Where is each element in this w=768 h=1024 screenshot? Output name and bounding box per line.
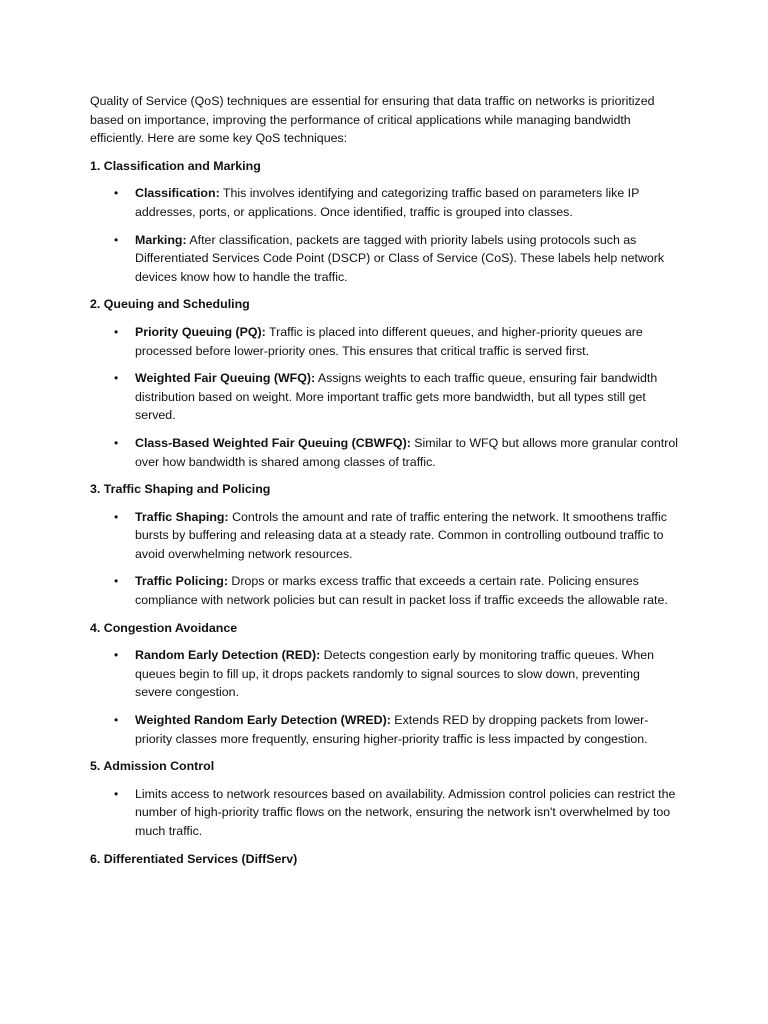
- item-term: Traffic Policing:: [135, 574, 228, 589]
- bullet-icon: •: [114, 435, 119, 450]
- bullet-icon: •: [114, 509, 119, 524]
- list-item: [90, 323, 680, 360]
- item-description: Similar to WFQ but allows more granular control over how bandwidth is shared among classes of traffic.: [135, 435, 679, 469]
- bullet-list: [90, 508, 680, 610]
- section-heading: 1. Classification and Marking: [90, 158, 261, 173]
- bullet-list: [90, 323, 680, 471]
- list-item: [90, 785, 680, 841]
- item-description: Limits access to network resources based on availability. Admission control policies can restrict the number of high-priority traffic flows on the network, ensuring the network isn't overwhelmed by too much traffic.: [135, 786, 676, 838]
- bullet-list: [90, 785, 680, 841]
- intro-paragraph: Quality of Service (QoS) techniques are essential for ensuring that data traffic on networks is prioritized based on importance, improving the performance of critical applications while managing bandwidth efficiently. Here are some key QoS techniques:: [90, 94, 655, 146]
- section-heading: 3. Traffic Shaping and Policing: [90, 482, 271, 497]
- list-item: [90, 646, 680, 702]
- item-term: Priority Queuing (PQ):: [135, 324, 266, 339]
- item-description: Assigns weights to each traffic queue, ensuring fair bandwidth distribution based on weight. More important traffic gets more bandwidth, but all types still get served.: [135, 371, 658, 423]
- item-description: Traffic is placed into different queues, and higher-priority queues are processed before lower-priority ones. This ensures that critical traffic is served first.: [135, 324, 643, 358]
- section-heading: 2. Queuing and Scheduling: [90, 297, 250, 312]
- list-item: [90, 711, 680, 748]
- document-body: [90, 92, 680, 877]
- list-item: [90, 231, 680, 287]
- bullet-list: [90, 184, 680, 286]
- item-description: Detects congestion early by monitoring traffic queues. When queues begin to fill up, it drops packets randomly to signal sources to slow down, preventing severe congestion.: [135, 648, 655, 700]
- bullet-icon: •: [114, 574, 119, 589]
- list-item: [90, 572, 680, 609]
- section-heading: 5. Admission Control: [90, 759, 215, 774]
- bullet-icon: •: [114, 371, 119, 386]
- item-term: Weighted Fair Queuing (WFQ):: [135, 371, 316, 386]
- item-term: Random Early Detection (RED):: [135, 648, 321, 663]
- item-description: Extends RED by dropping packets from lower-priority classes more frequently, ensuring higher-priority traffic is less impacted by congestion.: [135, 713, 649, 746]
- list-item: [90, 369, 680, 425]
- section-heading: 4. Congestion Avoidance: [90, 620, 238, 635]
- item-description: This involves identifying and categorizing traffic based on parameters like IP addresses, ports, or applications. Once identified, traffic is grouped into classes.: [135, 186, 640, 219]
- item-term: Traffic Shaping:: [135, 509, 229, 524]
- bullet-icon: •: [114, 324, 119, 339]
- list-item: [90, 184, 680, 221]
- bullet-list: [90, 646, 680, 748]
- bullet-icon: •: [114, 232, 119, 247]
- item-term: Marking:: [135, 232, 187, 247]
- item-description: After classification, packets are tagged with priority labels using protocols such as Differentiated Services Code Point (DSCP) or Class of Service (CoS). These labels help network devices know how to handle the traffic.: [135, 232, 665, 284]
- item-description: Controls the amount and rate of traffic entering the network. It smoothens traffic bursts by buffering and releasing data at a steady rate. Common in controlling outbound traffic to avoid overwhelming network resources.: [135, 509, 667, 561]
- item-term: Weighted Random Early Detection (WRED):: [135, 713, 391, 728]
- section-heading: 6. Differentiated Services (DiffServ): [90, 851, 298, 866]
- list-item: [90, 508, 680, 564]
- item-term: Class-Based Weighted Fair Queuing (CBWFQ):: [135, 435, 411, 450]
- bullet-icon: •: [114, 786, 119, 801]
- bullet-icon: •: [114, 186, 119, 201]
- sections-container: [90, 157, 680, 868]
- list-item: [90, 434, 680, 471]
- bullet-icon: •: [114, 648, 119, 663]
- item-term: Classification:: [135, 186, 220, 201]
- item-description: Drops or marks excess traffic that exceeds a certain rate. Policing ensures compliance with network policies but can result in packet loss if traffic exceeds the allowable rate.: [135, 574, 668, 608]
- bullet-icon: •: [114, 713, 119, 728]
